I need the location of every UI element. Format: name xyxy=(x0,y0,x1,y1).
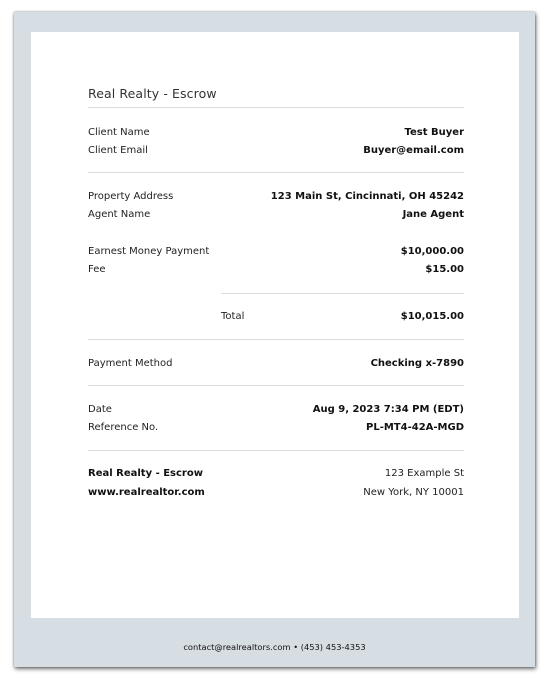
client-email-label: Client Email xyxy=(88,145,148,156)
agent-name-value: Jane Agent xyxy=(402,209,464,220)
payment-method-label: Payment Method xyxy=(88,358,173,369)
date-row xyxy=(88,403,464,417)
footer-address-line2: New York, NY 10001 xyxy=(363,487,464,498)
divider xyxy=(88,385,464,386)
fee-label: Fee xyxy=(88,264,106,275)
divider xyxy=(221,293,464,294)
total-label: Total xyxy=(221,311,245,322)
fee-row xyxy=(88,263,464,277)
property-address-row xyxy=(88,190,464,204)
earnest-money-value: $10,000.00 xyxy=(400,246,464,257)
receipt-frame xyxy=(14,12,535,667)
agent-name-row xyxy=(88,208,464,222)
agent-name-label: Agent Name xyxy=(88,209,151,220)
client-name-label: Client Name xyxy=(88,127,150,138)
client-email-row xyxy=(88,144,464,158)
total-row xyxy=(88,310,464,324)
property-address-value: 123 Main St, Cincinnati, OH 45242 xyxy=(270,191,464,202)
reference-value: PL-MT4-42A-MGD xyxy=(366,422,464,433)
receipt-title: Real Realty - Escrow xyxy=(88,86,217,101)
reference-row xyxy=(88,421,464,435)
footer-company: Real Realty - Escrow xyxy=(88,468,203,479)
property-address-label: Property Address xyxy=(88,191,174,202)
date-value: Aug 9, 2023 7:34 PM (EDT) xyxy=(312,404,464,415)
divider xyxy=(88,107,464,108)
client-name-row xyxy=(88,126,464,140)
footer-website[interactable]: www.realrealtor.com xyxy=(88,487,205,498)
earnest-money-row xyxy=(88,245,464,259)
date-label: Date xyxy=(88,404,112,415)
footer-address-line1: 123 Example St xyxy=(384,468,464,479)
earnest-money-label: Earnest Money Payment xyxy=(88,246,210,257)
payment-method-row xyxy=(88,357,464,371)
total-value: $10,015.00 xyxy=(400,311,464,322)
receipt-sheet xyxy=(31,32,519,618)
divider xyxy=(88,450,464,451)
payment-method-value: Checking x-7890 xyxy=(370,358,464,369)
divider xyxy=(88,172,464,173)
divider xyxy=(88,339,464,340)
contact-line: contact@realrealtors.com • (453) 453-4353 xyxy=(183,642,366,652)
fee-value: $15.00 xyxy=(425,264,464,275)
reference-label: Reference No. xyxy=(88,422,159,433)
client-email-value: Buyer@email.com xyxy=(363,145,464,156)
client-name-value: Test Buyer xyxy=(404,127,464,138)
